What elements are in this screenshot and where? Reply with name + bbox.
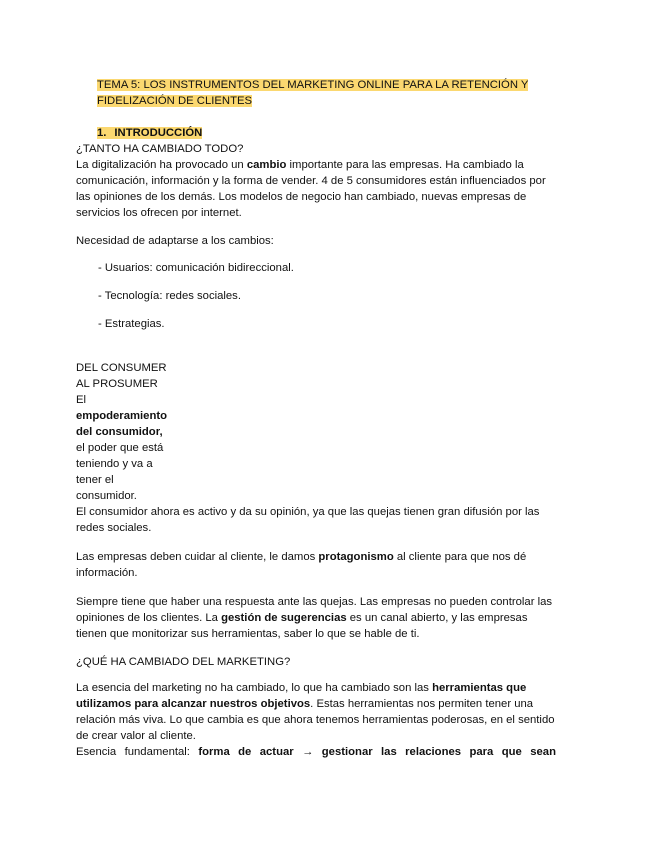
section-label: INTRODUCCIÓN xyxy=(114,127,203,139)
section-number: 1. xyxy=(97,127,107,139)
paragraph-sugerencias: Siempre tiene que haber una respuesta ante las quejas. Las empresas no pueden controlar las opiniones de los clientes. La gestión de sugerencias es un canal abierto, y las empresas tienen que monitorizar sus herramientas, saber lo que se hable de ti. xyxy=(76,596,553,640)
section-heading xyxy=(97,125,202,141)
title-line-2: FIDELIZACIÓN DE CLIENTES xyxy=(97,95,253,107)
prosumer-column: DEL CONSUMER AL PROSUMER El empoderamiento del consumidor, el poder que está teniendo y va a tener el consumidor. xyxy=(76,362,168,502)
question-heading-1: ¿TANTO HA CAMBIADO TODO? xyxy=(76,143,244,155)
question-heading-2: ¿QUÉ HA CAMBIADO DEL MARKETING? xyxy=(76,656,291,668)
bullet-tecnologia: - Tecnología: redes sociales. xyxy=(98,290,241,302)
paragraph-herramientas: La esencia del marketing no ha cambiado, lo que ha cambiado son las herramientas que utilizamos para alcanzar nuestros objetivos. Estas herramientas nos permiten tener una relación más viva. Lo que cambia es que ahora tenemos herramientas poderosas, en el sentido de crear valor al cliente. xyxy=(76,682,555,742)
document-title xyxy=(97,77,567,109)
bullet-usuarios: - Usuarios: comunicación bidireccional. xyxy=(98,262,294,274)
bullet-estrategias: - Estrategias. xyxy=(98,318,165,330)
paragraph-digitalizacion: La digitalización ha provocado un cambio importante para las empresas. Ha cambiado la comunicación, información y la forma de vender. 4 de 5 consumidores están influenciados por las opiniones de los demás. Los modelos de negocio han cambiado, nuevas empresas de servicios los ofrecen por internet. xyxy=(76,159,546,219)
title-line-1: TEMA 5: LOS INSTRUMENTOS DEL MARKETING ONLINE PARA LA RETENCIÓN Y xyxy=(97,79,529,91)
paragraph-esencia: Esencia fundamental: forma de actuar → gestionar las relaciones para que sean xyxy=(76,746,556,758)
paragraph-necesidad: Necesidad de adaptarse a los cambios: xyxy=(76,235,274,247)
paragraph-protagonismo: Las empresas deben cuidar al cliente, le damos protagonismo al cliente para que nos dé información. xyxy=(76,551,527,579)
paragraph-consumidor-activo: El consumidor ahora es activo y da su opinión, ya que las quejas tienen gran difusión por las redes sociales. xyxy=(76,506,540,534)
